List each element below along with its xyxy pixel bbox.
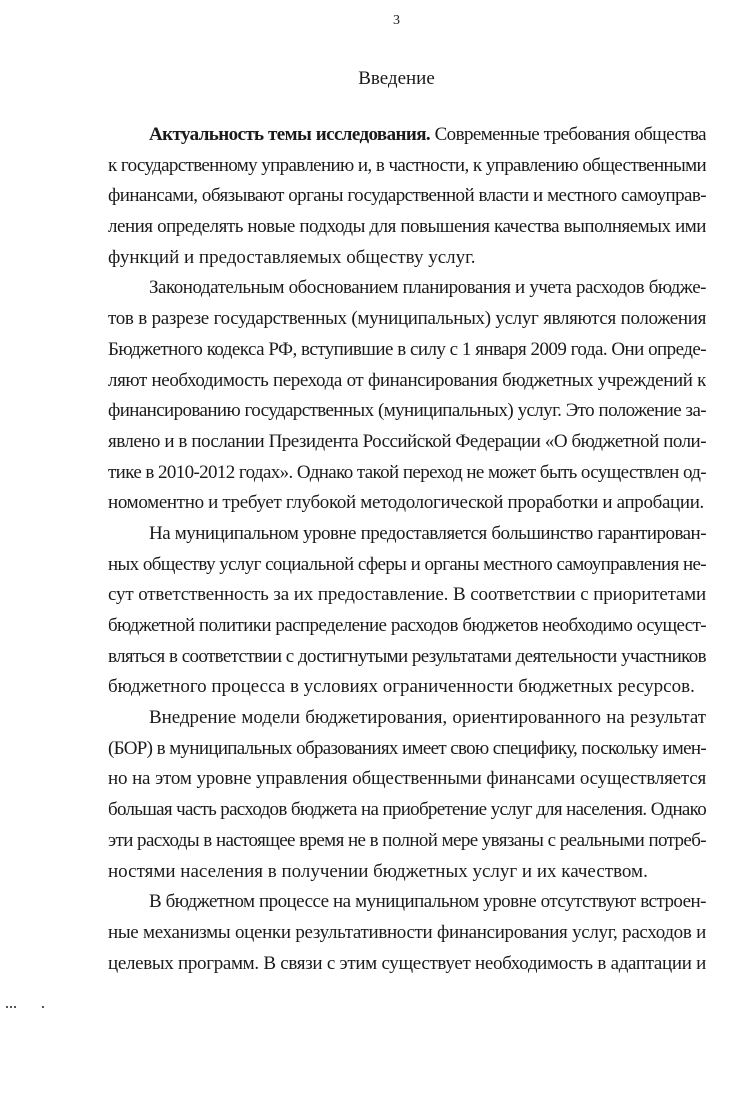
line-text: к государственному управлению и, в частности, к управлению общественными	[108, 154, 706, 176]
text-line	[108, 181, 706, 212]
text-line	[108, 120, 706, 151]
line-text: большая часть расходов бюджета на приобретение услуг для населения. Однако	[108, 799, 706, 821]
page-number: 3	[393, 13, 400, 28]
line-text: вляться в соответствии с достигнутыми результатами деятельности участников	[108, 645, 706, 667]
section-heading: Введение	[358, 68, 435, 89]
line-text: тов в разрезе государственных (муниципальных) услуг являются положения	[108, 308, 706, 330]
text-line	[108, 427, 706, 458]
text-line	[108, 734, 706, 765]
text-line	[108, 396, 706, 427]
text-line	[108, 611, 706, 642]
text-line	[108, 795, 706, 826]
text-line	[108, 642, 706, 673]
text-line	[108, 212, 706, 243]
text-line	[108, 857, 706, 888]
line-text: Бюджетного кодекса РФ, вступившие в силу с 1 января 2009 года. Они опреде-	[108, 338, 706, 360]
line-text: сут ответственность за их предоставление. В соответствии с приоритетами	[108, 584, 706, 606]
line-text: (БОР) в муниципальных образованиях имеет свою специфику, поскольку имен-	[108, 737, 706, 759]
text-line	[108, 366, 706, 397]
line-text: но на этом уровне управления общественными финансами осуществляется	[108, 768, 706, 790]
line-text: бюджетной политики распределение расходов бюджетов необходимо осущест-	[108, 615, 706, 636]
text-line	[108, 458, 706, 489]
line-text: Современные требования общества	[430, 124, 706, 145]
line-text: финансированию государственных (муниципальных) услуг. Это положение за-	[108, 400, 706, 422]
line-text: финансами, обязывают органы государственной власти и местного самоуправ-	[108, 185, 706, 207]
bold-lead: Актуальность темы исследования.	[149, 124, 431, 145]
text-line	[108, 151, 706, 182]
line-text: бюджетного процесса в условиях ограниченности бюджетных ресурсов.	[108, 676, 695, 698]
line-text: целевых программ. В связи с этим существует необходимость в адаптации и	[108, 952, 706, 974]
line-text: ления определять новые подходы для повышения качества выполняемых ими	[108, 216, 706, 238]
document-body	[108, 120, 706, 979]
text-line	[108, 918, 706, 949]
line-text: ностями населения в получении бюджетных услуг и их качеством.	[108, 860, 648, 882]
line-text: Внедрение модели бюджетирования, ориентированного на результат	[149, 707, 706, 729]
line-text: номоментно и требует глубокой методологической проработки и апробации.	[108, 492, 704, 514]
text-line	[108, 335, 706, 366]
line-text: ляют необходимость перехода от финансирования бюджетных учреждений к	[108, 369, 706, 391]
line-text: явлено и в послании Президента Российской Федерации «О бюджетной поли-	[108, 430, 706, 452]
text-line	[108, 764, 706, 795]
scan-artifact-marks	[6, 1006, 46, 1012]
text-line	[108, 519, 706, 550]
line-text: ные механизмы оценки результативности финансирования услуг, расходов и	[108, 921, 706, 943]
text-line	[108, 304, 706, 335]
line-text: Законодательным обоснованием планирования и учета расходов бюдже-	[149, 277, 706, 299]
text-line	[108, 580, 706, 611]
text-line	[108, 273, 706, 304]
line-text: В бюджетном процессе на муниципальном уровне отсутствуют встроен-	[149, 891, 706, 913]
line-text: тике в 2010-2012 годах». Однако такой переход не может быть осуществлен од-	[108, 461, 706, 483]
text-line	[108, 672, 706, 703]
text-line	[108, 887, 706, 918]
line-text: ных обществу услуг социальной сферы и органы местного самоуправления не-	[108, 553, 706, 575]
text-line	[108, 826, 706, 857]
line-text: эти расходы в настоящее время не в полной мере увязаны с реальными потреб-	[108, 829, 706, 851]
text-line	[108, 243, 706, 274]
line-text: функций и предоставляемых обществу услуг.	[108, 246, 476, 268]
text-line	[108, 703, 706, 734]
text-line	[108, 949, 706, 980]
text-line	[108, 488, 706, 519]
text-line	[108, 550, 706, 581]
line-text: На муниципальном уровне предоставляется большинство гарантирован-	[149, 522, 706, 544]
